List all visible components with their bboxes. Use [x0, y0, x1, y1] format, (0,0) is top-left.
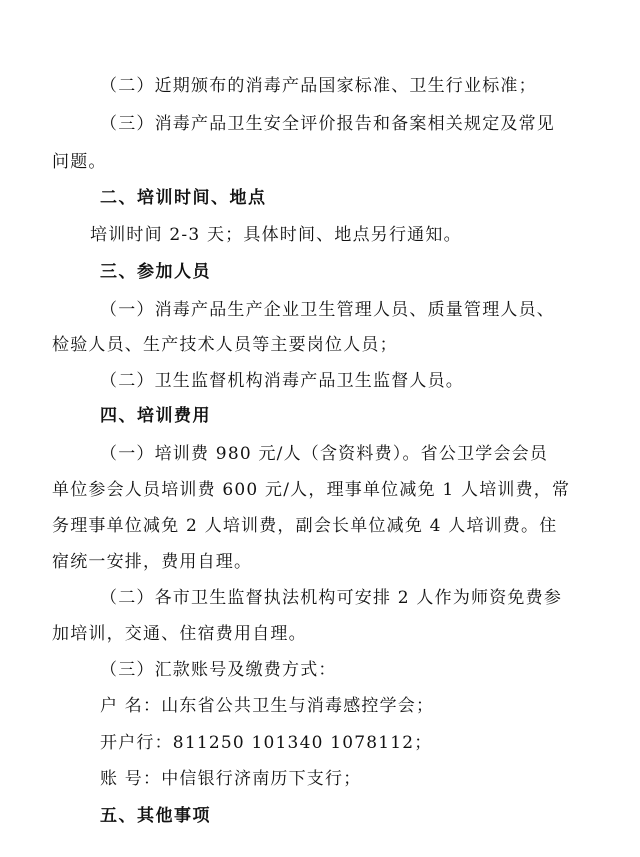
paragraph-participants1-line2: 检验人员、生产技术人员等主要岗位人员； — [52, 335, 398, 355]
paragraph-fee-line2: 单位参会人员培训费 600 元/人，理事单位减免 1 人培训费，常 — [52, 480, 571, 500]
paragraph-account-name: 户 名：山东省公共卫生与消毒感控学会； — [100, 696, 435, 716]
paragraph-participants1-line1: （一）消毒产品生产企业卫生管理人员、质量管理人员、 — [100, 300, 555, 320]
paragraph-evaluation-line2: 问题。 — [52, 152, 107, 172]
section-heading-fees: 四、培训费用 — [100, 406, 211, 426]
paragraph-standards: （二）近期颁布的消毒产品国家标准、卫生行业标准； — [100, 76, 537, 96]
paragraph-fee-line3: 务理事单位减免 2 人培训费，副会长单位减免 4 人培训费。住 — [52, 516, 558, 536]
paragraph-payment-method: （三）汇款账号及缴费方式： — [100, 660, 337, 680]
paragraph-evaluation-line1: （三）消毒产品卫生安全评价报告和备案相关规定及常见 — [100, 114, 555, 134]
paragraph-instructors-line2: 加培训，交通、住宿费用自理。 — [52, 624, 307, 644]
paragraph-bank: 开户行：811250 101340 1078112； — [100, 733, 433, 753]
paragraph-fee-line4: 宿统一安排，费用自理。 — [52, 552, 253, 572]
section-heading-time-place: 二、培训时间、地点 — [100, 188, 267, 208]
paragraph-instructors-line1: （二）各市卫生监督执法机构可安排 2 人作为师资免费参 — [100, 588, 563, 608]
section-heading-participants: 三、参加人员 — [100, 262, 211, 282]
paragraph-participants2: （二）卫生监督机构消毒产品卫生监督人员。 — [100, 371, 464, 391]
paragraph-fee-line1: （一）培训费 980 元/人（含资料费）。省公卫学会会员 — [100, 444, 549, 464]
paragraph-account-number: 账 号：中信银行济南历下支行； — [100, 769, 362, 789]
paragraph-time: 培训时间 2-3 天；具体时间、地点另行通知。 — [90, 225, 462, 245]
section-heading-other: 五、其他事项 — [100, 806, 211, 826]
